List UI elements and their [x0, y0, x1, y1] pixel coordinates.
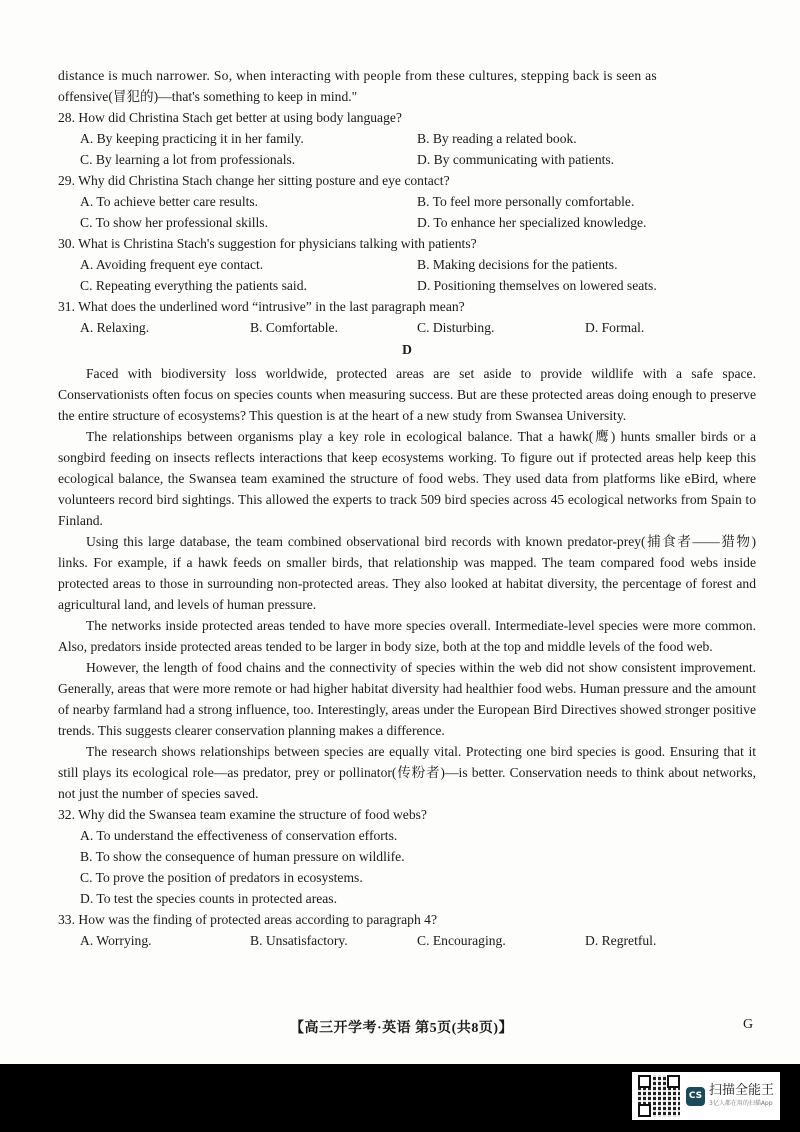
option-d: D. To test the species counts in protected areas. [80, 891, 337, 906]
option-a: A. Avoiding frequent eye contact. [80, 257, 264, 272]
question-stem: How was the finding of protected areas according to paragraph 4? [78, 912, 437, 927]
option-b: B. By reading a related book. [417, 131, 577, 146]
option-a: A. Worrying. [80, 933, 152, 948]
question-number: 31. [58, 299, 75, 314]
question-number: 33. [58, 912, 75, 927]
question-stem: What does the underlined word “intrusive” in the last paragraph mean? [78, 299, 465, 314]
option-c: C. To prove the position of predators in ecosystems. [80, 870, 363, 885]
footer-page-info: 【高三开学考·英语 第5页(共8页)】 [290, 1021, 513, 1036]
question-30 [58, 233, 756, 296]
option-b: B. To feel more personally comfortable. [417, 194, 635, 209]
passage-d-paragraph-2: The relationships between organisms play a key role in ecological balance. That a hawk(鹰) hunts smaller birds or a songbird feeding on insects reflects interactions that keep ecosystems working. To figure out if protected areas help keep this ecological balance, the Swansea team examined the structure of food webs. They used data from platforms like eBird, where volunteers record bird sightings. This allowed the experts to track 509 bird species across 45 ecological networks from Spain to Finland. [58, 429, 756, 528]
question-stem: How did Christina Stach get better at using body language? [78, 110, 402, 125]
option-c: C. Encouraging. [417, 933, 506, 948]
option-c: C. By learning a lot from professionals. [80, 152, 296, 167]
question-28 [58, 107, 756, 170]
passage-d-paragraph-6: The research shows relationships between species are equally vital. Protecting one bird species is good. Ensuring that it still plays its ecological role—as predator, prey or pollinator(传粉者)—is better. Conservation needs to think about networks, not just the number of species saved. [58, 744, 756, 801]
option-d: D. By communicating with patients. [417, 152, 615, 167]
option-d: D. To enhance her specialized knowledge. [417, 215, 647, 230]
question-33 [58, 909, 756, 951]
option-c: C. To show her professional skills. [80, 215, 268, 230]
passage-d-paragraph-5: However, the length of food chains and the connectivity of species within the web did not show consistent improvement. Generally, areas that were more remote or had higher habitat diversity had healthier food webs. Human pressure and the amount of nearby farmland had a strong influence, too. Interestingly, areas under the European Bird Directives showed stronger positive trends. This suggests clearer conservation planning makes a difference. [58, 660, 756, 738]
question-number: 29. [58, 173, 75, 188]
option-a: A. To achieve better care results. [80, 194, 259, 209]
question-stem: What is Christina Stach's suggestion for physicians talking with patients? [78, 236, 477, 251]
section-heading-d: D [402, 342, 412, 357]
footer-version-letter: G [743, 1017, 754, 1032]
passage-d-paragraph-4: The networks inside protected areas tended to have more species overall. Intermediate-level species were more common. Also, predators inside protected areas tended to be larger in body size, both at the top and middle levels of the food web. [58, 618, 756, 654]
question-number: 30. [58, 236, 75, 251]
question-number: 32. [58, 807, 75, 822]
option-b: B. Making decisions for the patients. [417, 257, 618, 272]
question-31 [58, 296, 756, 338]
passage-d-paragraph-1: Faced with biodiversity loss worldwide, protected areas are set aside to provide wildlife with a safe space. Conservationists often focus on species counts when measuring success. But are these protected areas doing enough to preserve the entire structure of ecosystems? This question is at the heart of a new study from Swansea University. [58, 366, 756, 423]
option-c: C. Repeating everything the patients said. [80, 278, 307, 293]
option-a: A. Relaxing. [80, 320, 150, 335]
watermark-app-name: 扫描全能王 [709, 1083, 775, 1098]
option-a: A. To understand the effectiveness of conservation efforts. [80, 828, 398, 843]
option-d: D. Regretful. [585, 933, 657, 948]
option-c: C. Disturbing. [417, 320, 495, 335]
question-29 [58, 170, 756, 233]
option-b: B. To show the consequence of human pressure on wildlife. [80, 849, 405, 864]
question-stem: Why did Christina Stach change her sitting posture and eye contact? [78, 173, 450, 188]
option-d: D. Formal. [585, 320, 645, 335]
passage-c-line-1: distance is much narrower. So, when interacting with people from these cultures, stepping back is seen as [58, 68, 657, 83]
scanner-watermark [632, 1072, 780, 1120]
watermark-tagline: 3亿人都在用的扫描App [709, 1100, 773, 1107]
option-d: D. Positioning themselves on lowered seats. [417, 278, 657, 293]
passage-d-paragraph-3: Using this large database, the team combined observational bird records with known predator-prey(捕食者——猎物) links. For example, if a hawk feeds on smaller birds, that relationship was mapped. The team compared food webs inside protected areas to those in surrounding non-protected areas. They also looked at habitat diversity, the percentage of forest and agricultural land, and levels of human pressure. [58, 534, 756, 612]
option-a: A. By keeping practicing it in her family. [80, 131, 304, 146]
question-number: 28. [58, 110, 75, 125]
page-content [58, 65, 756, 951]
qr-code-icon [638, 1075, 680, 1117]
question-stem: Why did the Swansea team examine the structure of food webs? [78, 807, 427, 822]
camscanner-logo-icon: CS [686, 1087, 705, 1106]
question-32 [58, 804, 756, 909]
passage-c-line-2: offensive(冒犯的)—that's something to keep in mind." [58, 89, 358, 104]
option-b: B. Unsatisfactory. [250, 933, 348, 948]
option-b: B. Comfortable. [250, 320, 338, 335]
